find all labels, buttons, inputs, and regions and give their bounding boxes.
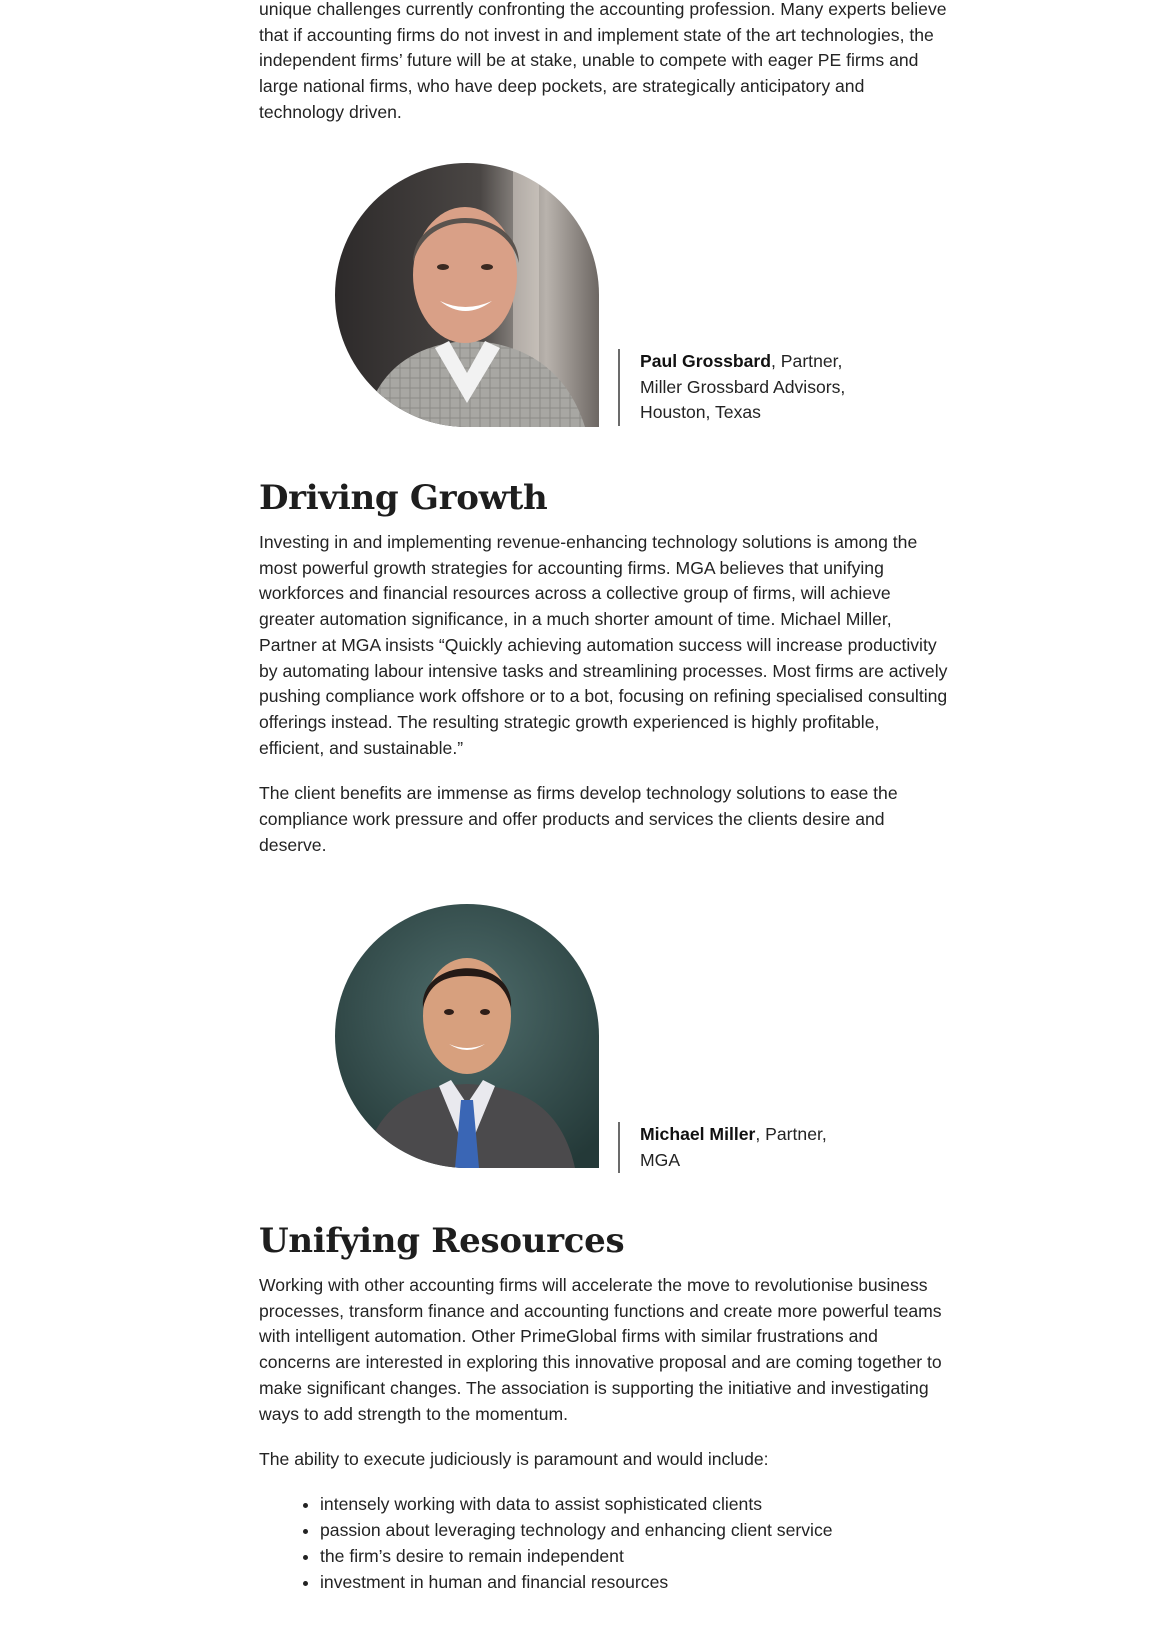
portrait-michael-miller bbox=[335, 904, 599, 1168]
section-paragraph: Investing in and implementing revenue-enhancing technology solutions is among the most powerful growth strategies for accounting firms. MGA believes that unifying workforces and financial resources across a collective group of firms, will achieve greater automation significance, in a much shorter amount of time. Michael Miller, Partner at MGA insists “Quickly achieving automation success will increase productivity by automating labour intensive tasks and streamlining processes. Most firms are actively pushing compliance work offshore or to a bot, focusing on refining specialised consulting offerings instead. The resulting strategic growth experienced is highly profitable, efficient, and sustainable.” bbox=[259, 532, 948, 758]
section-driving-growth bbox=[259, 478, 949, 858]
intro-block bbox=[259, 0, 949, 126]
caption-title: , Partner, bbox=[771, 351, 843, 371]
portrait-paul-grossbard bbox=[335, 163, 599, 427]
caption-title: , Partner, bbox=[755, 1124, 827, 1144]
section-paragraph: The client benefits are immense as firms develop technology solutions to ease the compliance work pressure and offer products and services the clients desire and deserve. bbox=[259, 783, 898, 855]
portrait-paul-grossbard-photo bbox=[335, 163, 599, 427]
list-item: • intensely working with data to assist sophisticated clients bbox=[320, 1492, 949, 1518]
section-heading: Driving Growth bbox=[259, 478, 548, 518]
list-item: • investment in human and financial resources bbox=[320, 1570, 949, 1596]
caption-michael-miller bbox=[618, 1122, 827, 1173]
section-paragraph: The ability to execute judiciously is paramount and would include: bbox=[259, 1449, 769, 1470]
section-paragraph: Working with other accounting firms will accelerate the move to revolutionise business processes, transform finance and accounting functions and create more powerful teams with intelligent automation. Other PrimeGlobal firms with similar frustrations and concerns are interested in exploring this innovative proposal and are coming together to make significant changes. The association is supporting the initiative and investigating ways to add strength to the momentum. bbox=[259, 1275, 942, 1424]
caption-paul-grossbard bbox=[618, 349, 845, 426]
section-heading: Unifying Resources bbox=[259, 1221, 625, 1261]
list-item: • passion about leveraging technology and enhancing client service bbox=[320, 1518, 949, 1544]
caption-company: Miller Grossbard Advisors, bbox=[640, 376, 846, 397]
caption-name: Paul Grossbard bbox=[640, 351, 772, 371]
section-unifying-resources bbox=[259, 1221, 949, 1596]
list-item: • the firm’s desire to remain independent bbox=[320, 1544, 949, 1570]
bullet-list bbox=[259, 1492, 949, 1596]
caption-location: Houston, Texas bbox=[640, 402, 761, 423]
intro-paragraph: unique challenges currently confronting the accounting profession. Many experts believe that if accounting firms do not invest in and implement state of the art technologies, the independent firms’ future will be at stake, unable to compete with eager PE firms and large national firms, who have deep pockets, are strategically anticipatory and technology driven. bbox=[259, 0, 947, 122]
caption-name: Michael Miller bbox=[640, 1124, 756, 1144]
caption-company: MGA bbox=[640, 1149, 681, 1170]
portrait-michael-miller-photo bbox=[335, 904, 599, 1168]
